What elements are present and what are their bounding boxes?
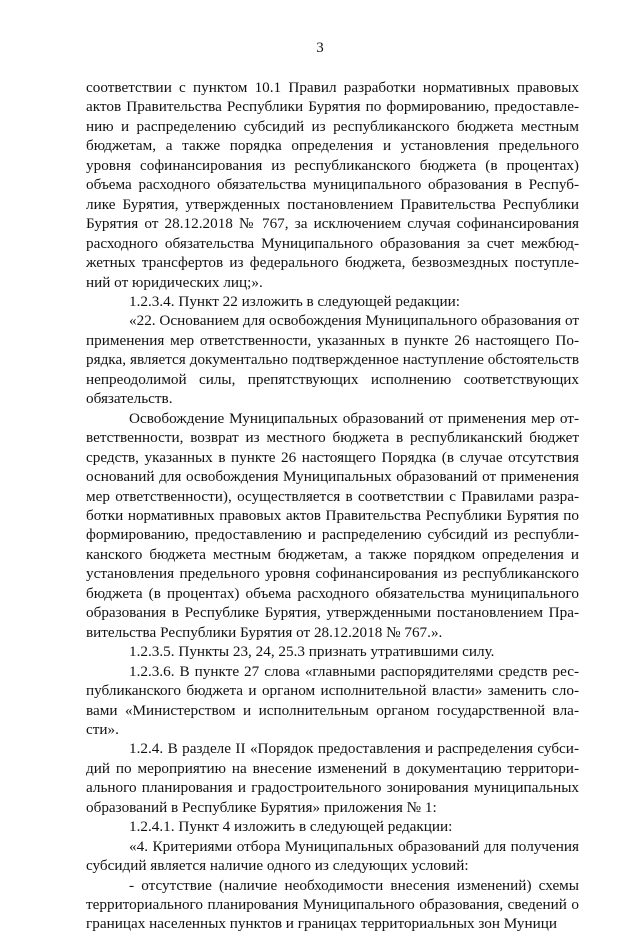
paragraph: 1.2.3.6. В пункте 27 слова «главными распорядителями средств республиканского бюджета и органом исполнительной власти» заменить словами «Министерством и исполнительным органом государственной власти». — [86, 662, 579, 738]
paragraph: 1.2.4. В разделе II «Порядок предоставления и распределения субсидий по мероприятию на внесение изменений в документацию территориального планирования и градостроительного зонирования муниципальных образований в Республике Бурятия» приложения № 1: — [86, 740, 579, 816]
paragraph: 1.2.4.1. Пункт 4 изложить в следующей редакции: — [129, 818, 453, 836]
paragraph: Освобождение Муниципальных образований от применения мер ответственности, возврат из местного бюджета в республиканский бюджет средств, указанных в пункте 26 настоящего Порядка (в случае отсутствия оснований для освобождения Муниципальных образований от применения мер ответственности), осуществляется в соответствии с Правилами разработки нормативных правовых актов Правительства Республики Бурятия по формированию, предоставлению и распределению субсидий из республиканского бюджета местным бюджетам, а также порядком определения и установления предельного уровня софинансирования из республиканского бюджета (в процентах) объема расходного обязательства муниципального образования в Республике Бурятия, утвержденными постановлением Правительства Республики Бурятия от 28.12.2018 № 767.». — [86, 409, 579, 641]
document-body — [86, 78, 579, 934]
paragraph: «4. Критериями отбора Муниципальных образований для получения субсидий является наличие одного из следующих условий: — [86, 837, 579, 875]
paragraph: соответствии с пунктом 10.1 Правил разработки нормативных правовых актов Правительства Республики Бурятия по формированию, предоставлению и распределению субсидий из республиканского бюджета местным бюджетам, а также порядка определения и установления предельного уровня софинансирования из республиканского бюджета (в процентах) объема расходного обязательства муниципального образования в Республике Бурятия, утвержденных постановлением Правительства Республики Бурятия от 28.12.2018 № 767, за исключением случая софинансирования расходного обязательства Муниципального образования за счет межбюджетных трансфертов из федерального бюджета, безвозмездных поступлений от юридических лиц;». — [86, 79, 579, 291]
paragraph: «22. Основанием для освобождения Муниципального образования от применения мер ответственности, указанных в пункте 26 настоящего Порядка, является документально подтвержденное наступление обстоятельств непреодолимой силы, препятствующих исполнению соответствующих обязательств. — [86, 312, 579, 408]
page-number: 3 — [316, 40, 324, 56]
paragraph: 1.2.3.4. Пункт 22 изложить в следующей редакции: — [129, 292, 460, 310]
paragraph: 1.2.3.5. Пункты 23, 24, 25.3 признать утратившими силу. — [129, 643, 495, 661]
paragraph: - отсутствие (наличие необходимости внесения изменений) схемы территориального планирования Муниципального образования, сведений о границах населенных пунктов и границах территориальных зон Муници — [86, 876, 579, 933]
